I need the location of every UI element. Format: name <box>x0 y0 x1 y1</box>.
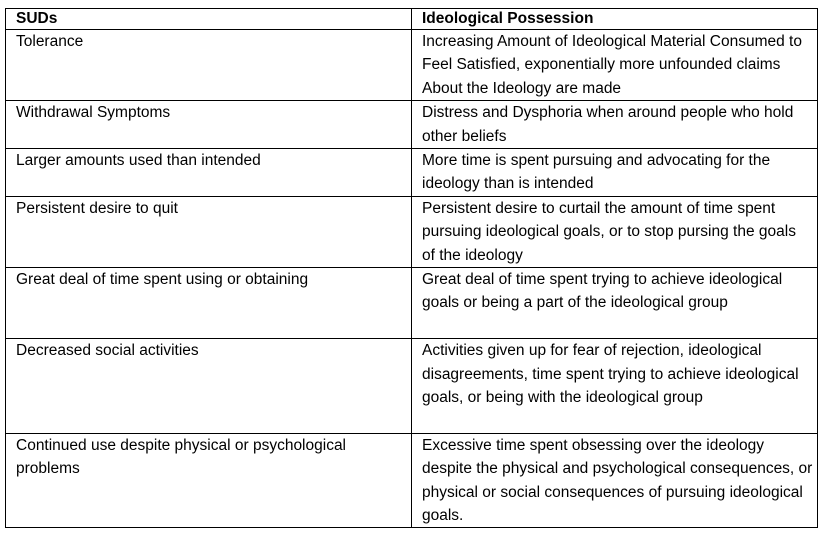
ideological-cell: Distress and Dysphoria when around people who hold other beliefs <box>412 101 818 149</box>
header-ideological-possession: Ideological Possession <box>412 9 818 30</box>
suds-cell: Withdrawal Symptoms <box>6 101 412 149</box>
suds-cell: Continued use despite physical or psychological problems <box>6 433 412 528</box>
table-row <box>6 149 818 197</box>
table-row <box>6 101 818 149</box>
table-row <box>6 339 818 434</box>
table-row <box>6 268 818 339</box>
ideological-cell: Excessive time spent obsessing over the ideology despite the physical and psychological consequences, or physical or social consequences of pursuing ideological goals. <box>412 433 818 528</box>
ideological-cell: Activities given up for fear of rejection, ideological disagreements, time spent trying to achieve ideological goals, or being with the ideological group <box>412 339 818 434</box>
table-row <box>6 196 818 267</box>
suds-cell: Larger amounts used than intended <box>6 149 412 197</box>
suds-vs-ideological-possession-table <box>5 8 818 528</box>
table-row <box>6 433 818 528</box>
ideological-cell: Great deal of time spent trying to achieve ideological goals or being a part of the ideological group <box>412 268 818 339</box>
suds-cell: Persistent desire to quit <box>6 196 412 267</box>
ideological-cell: Increasing Amount of Ideological Material Consumed to Feel Satisfied, exponentially more unfounded claims About the Ideology are made <box>412 30 818 101</box>
suds-cell: Great deal of time spent using or obtaining <box>6 268 412 339</box>
header-suds: SUDs <box>6 9 412 30</box>
table-row <box>6 30 818 101</box>
table-header-row <box>6 9 818 30</box>
ideological-cell: More time is spent pursuing and advocating for the ideology than is intended <box>412 149 818 197</box>
comparison-table-container <box>5 8 818 528</box>
suds-cell: Decreased social activities <box>6 339 412 434</box>
suds-cell: Tolerance <box>6 30 412 101</box>
ideological-cell: Persistent desire to curtail the amount of time spent pursuing ideological goals, or to stop pursing the goals of the ideology <box>412 196 818 267</box>
